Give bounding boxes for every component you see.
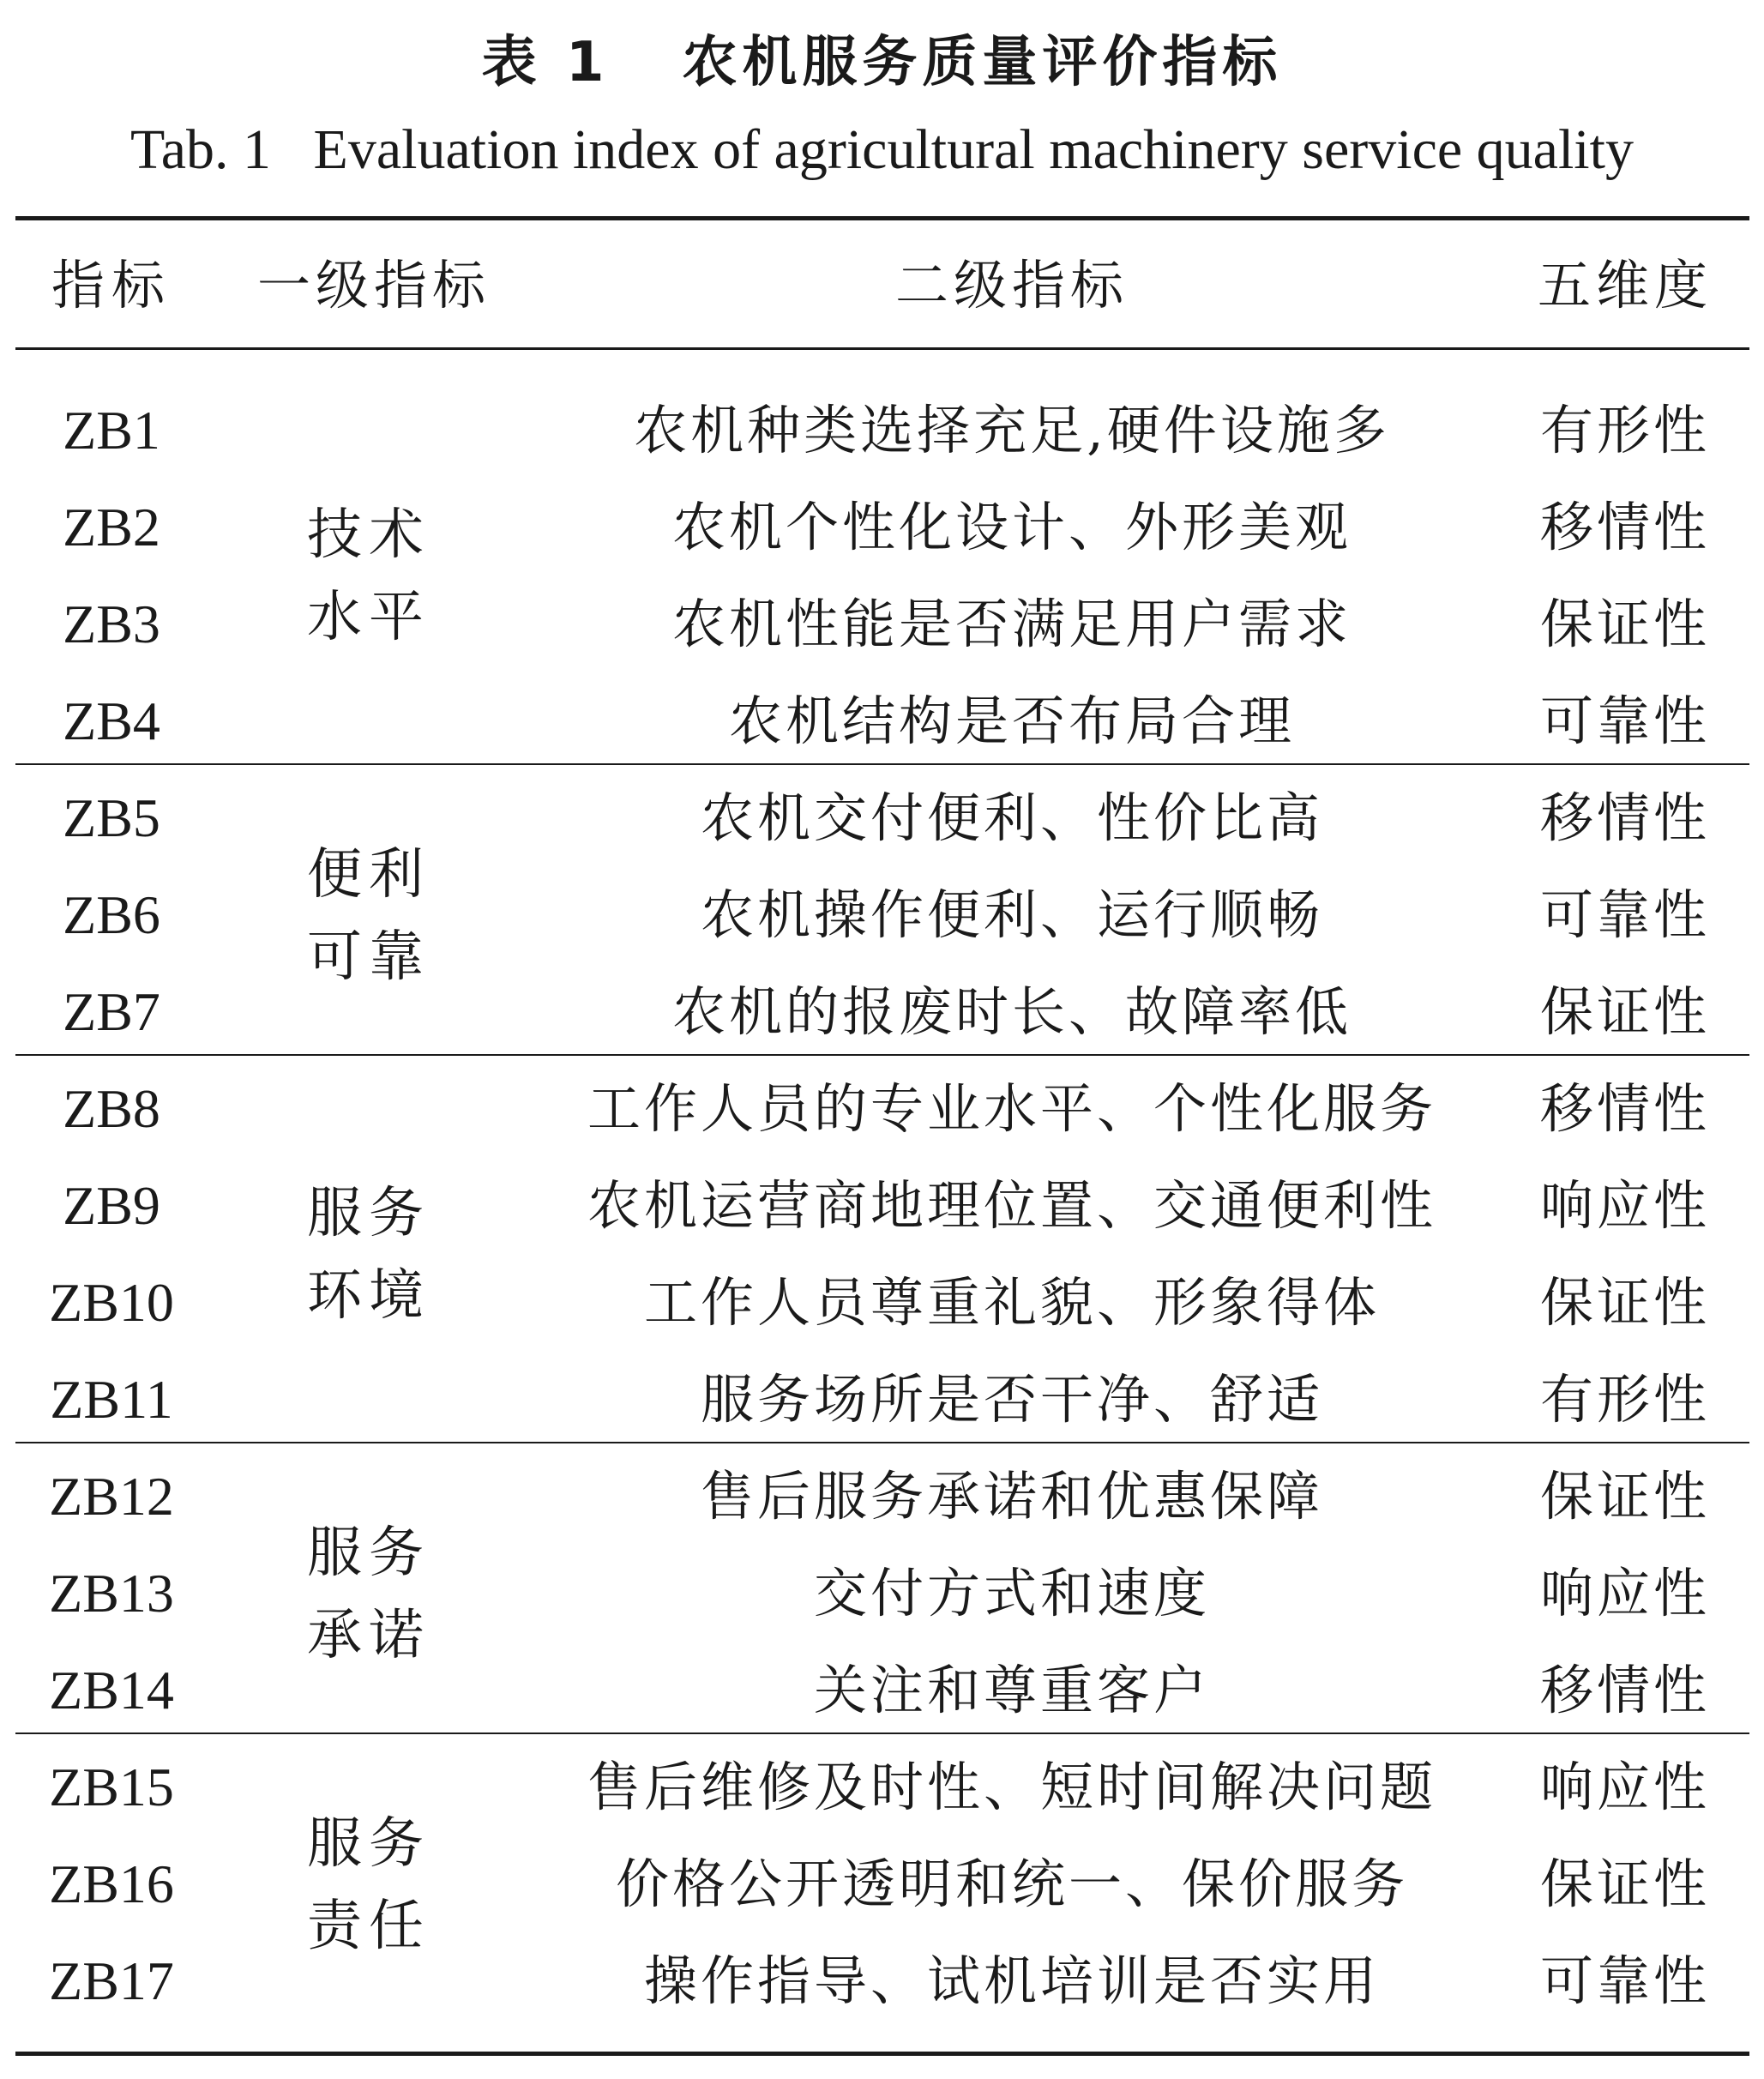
group-label-level1: 服务 环境 (307, 1182, 430, 1328)
header-id: 指标 (51, 254, 172, 316)
table-row-dimension: 有形性 (1539, 399, 1710, 461)
table-row-level2: 农机运营商地理位置、交通便利性 (587, 1174, 1436, 1237)
header-level1: 一级指标 (257, 254, 491, 316)
table-row-level2: 关注和尊重客户 (813, 1659, 1210, 1721)
group-divider (15, 763, 1749, 765)
table-row-dimension: 可靠性 (1539, 1949, 1710, 2012)
bottom-rule (15, 2052, 1749, 2056)
group-label-level1: 服务 承诺 (307, 1521, 430, 1667)
table-row-level2: 价格公开透明和统一、保价服务 (615, 1853, 1408, 1915)
table-row-dimension: 移情性 (1539, 496, 1710, 558)
table-row-id: ZB8 (63, 1078, 160, 1139)
header-level2: 二级指标 (894, 254, 1129, 316)
table-row-level2: 农机的报废时长、故障率低 (671, 980, 1352, 1043)
table-row-dimension: 有形性 (1539, 1368, 1710, 1431)
header-dimension: 五维度 (1537, 254, 1713, 316)
group-divider (15, 1732, 1749, 1734)
table-row-dimension: 响应性 (1539, 1174, 1710, 1237)
table-row-id: ZB10 (49, 1272, 174, 1333)
table-row-level2: 农机种类选择充足,硬件设施多 (634, 399, 1390, 461)
header-rule (15, 347, 1749, 350)
table-row-id: ZB15 (49, 1757, 174, 1817)
table-row-id: ZB9 (63, 1175, 160, 1236)
table-row-id: ZB11 (50, 1369, 173, 1430)
table-row-dimension: 响应性 (1539, 1562, 1710, 1624)
table-row-level2: 农机个性化设计、外形美观 (671, 496, 1352, 558)
table-row-dimension: 保证性 (1539, 980, 1710, 1043)
table-row-dimension: 保证性 (1539, 1271, 1710, 1334)
table-row-level2: 售后维修及时性、短时间解决问题 (587, 1756, 1436, 1818)
table-row-level2: 交付方式和速度 (813, 1562, 1210, 1624)
table-row-dimension: 保证性 (1539, 1465, 1710, 1528)
table-row-level2: 农机交付便利、性价比高 (700, 786, 1323, 849)
table-row-id: ZB17 (49, 1950, 174, 2011)
table-row-level2: 农机操作便利、运行顺畅 (700, 883, 1323, 946)
table-row-dimension: 移情性 (1539, 1077, 1710, 1140)
table-title-en: Tab. 1 Evaluation index of agricultural machinery service quality (130, 118, 1634, 181)
table-row-id: ZB16 (49, 1853, 174, 1914)
table-row-dimension: 保证性 (1539, 1853, 1710, 1915)
table-row-level2: 售后服务承诺和优惠保障 (700, 1465, 1323, 1528)
table-row-dimension: 移情性 (1539, 786, 1710, 849)
top-rule (15, 216, 1749, 220)
table-row-level2: 工作人员的专业水平、个性化服务 (587, 1077, 1436, 1140)
table-row-id: ZB4 (63, 690, 160, 751)
table-row-id: ZB2 (63, 497, 160, 557)
table-row-dimension: 可靠性 (1539, 883, 1710, 946)
table-row-id: ZB7 (63, 981, 160, 1042)
table-row-dimension: 移情性 (1539, 1659, 1710, 1721)
table-row-dimension: 响应性 (1539, 1756, 1710, 1818)
group-label-level1: 服务 责任 (307, 1811, 430, 1958)
table-row-id: ZB14 (49, 1660, 174, 1720)
table-title-cn: 表 1 农机服务质量评价指标 (481, 31, 1283, 94)
table-row-level2: 农机性能是否满足用户需求 (671, 593, 1352, 655)
table-row-dimension: 保证性 (1539, 593, 1710, 655)
table-row-level2: 服务场所是否干净、舒适 (700, 1368, 1323, 1431)
table-row-level2: 操作指导、试机培训是否实用 (643, 1949, 1380, 2012)
group-label-level1: 便利 可靠 (307, 842, 430, 989)
group-label-level1: 技术 水平 (307, 503, 430, 649)
table-row-level2: 农机结构是否布局合理 (728, 690, 1295, 752)
table-row-id: ZB13 (49, 1563, 174, 1624)
table-row-dimension: 可靠性 (1539, 690, 1710, 752)
table-row-id: ZB3 (63, 594, 160, 654)
group-divider (15, 1054, 1749, 1056)
table-row-id: ZB6 (63, 884, 160, 945)
table-row-level2: 工作人员尊重礼貌、形象得体 (643, 1271, 1380, 1334)
table-row-id: ZB1 (63, 400, 160, 461)
table-row-id: ZB12 (49, 1466, 174, 1527)
group-divider (15, 1442, 1749, 1443)
table-row-id: ZB5 (63, 787, 160, 848)
